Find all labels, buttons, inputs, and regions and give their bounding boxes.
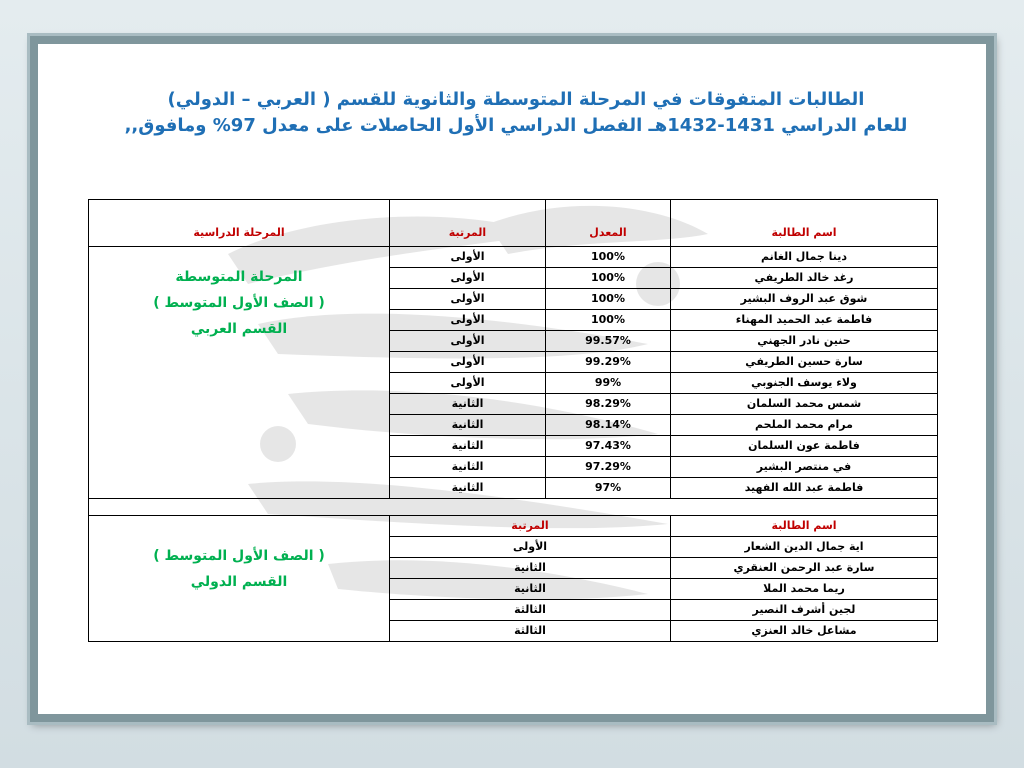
student-average: 98.14% bbox=[546, 415, 671, 436]
student-rank: الأولى bbox=[390, 310, 546, 331]
student-rank: الثانية bbox=[390, 436, 546, 457]
student-rank: الأولى bbox=[390, 289, 546, 310]
student-name: مرام محمد الملحم bbox=[671, 415, 938, 436]
student-average: 99.57% bbox=[546, 331, 671, 352]
student-rank: الثالثة bbox=[390, 621, 671, 642]
student-rank: الأولى bbox=[390, 373, 546, 394]
student-average: 100% bbox=[546, 310, 671, 331]
student-rank: الثالثة bbox=[390, 600, 671, 621]
student-name: ولاء يوسف الجنوبي bbox=[671, 373, 938, 394]
section-spacer bbox=[89, 499, 938, 516]
student-name: فاطمة عبد الحميد المهناء bbox=[671, 310, 938, 331]
student-rank: الثانية bbox=[390, 394, 546, 415]
title-line-2: للعام الدراسي 1431-1432هـ الفصل الدراسي الأول الحاصلات على معدل 97% ومافوق,, bbox=[124, 115, 908, 136]
header-rank: المرتبة bbox=[390, 200, 546, 247]
stage-line: ( الصف الأول المتوسط ) bbox=[153, 547, 325, 564]
student-average: 99.29% bbox=[546, 352, 671, 373]
student-rank: الأولى bbox=[390, 247, 546, 268]
student-name: رغد خالد الطريفي bbox=[671, 268, 938, 289]
student-name: حنين نادر الجهني bbox=[671, 331, 938, 352]
header-stage: المرحلة الدراسية bbox=[89, 200, 390, 247]
student-rank: الثانية bbox=[390, 478, 546, 499]
student-average: 100% bbox=[546, 289, 671, 310]
student-average: 97.43% bbox=[546, 436, 671, 457]
stage-line: القسم الدولي bbox=[190, 573, 288, 590]
stage-line: القسم العربي bbox=[190, 320, 288, 337]
student-rank: الثانية bbox=[390, 579, 671, 600]
header-name: اسم الطالبة bbox=[671, 516, 938, 537]
arabic-header-row bbox=[89, 200, 938, 247]
student-name: فاطمة عبد الله الفهيد bbox=[671, 478, 938, 499]
student-rank: الأولى bbox=[390, 352, 546, 373]
international-header-row bbox=[89, 516, 938, 537]
stage-line: ( الصف الأول المتوسط ) bbox=[153, 294, 325, 311]
student-average: 98.29% bbox=[546, 394, 671, 415]
student-name: شوق عبد الروف البشير bbox=[671, 289, 938, 310]
honor-roll-table bbox=[88, 199, 938, 642]
arabic-stage-cell bbox=[89, 247, 390, 499]
student-average: 100% bbox=[546, 247, 671, 268]
student-name: لجين أشرف النصير bbox=[671, 600, 938, 621]
student-name: اية جمال الدين الشعار bbox=[671, 537, 938, 558]
student-name: شمس محمد السلمان bbox=[671, 394, 938, 415]
title-line-1: الطالبات المتفوقات في المرحلة المتوسطة والثانوية للقسم ( العربي – الدولي) bbox=[167, 89, 865, 110]
student-average: 100% bbox=[546, 268, 671, 289]
student-rank: الأولى bbox=[390, 268, 546, 289]
student-name: في منتصر البشير bbox=[671, 457, 938, 478]
table-row bbox=[89, 247, 938, 268]
student-rank: الأولى bbox=[390, 331, 546, 352]
student-name: ريما محمد الملا bbox=[671, 579, 938, 600]
student-name: مشاعل خالد العنزي bbox=[671, 621, 938, 642]
student-name: سارة حسين الطريفي bbox=[671, 352, 938, 373]
student-rank: الثانية bbox=[390, 457, 546, 478]
stage-line: المرحلة المتوسطة bbox=[175, 268, 303, 285]
header-rank: المرتبة bbox=[390, 516, 671, 537]
section-spacer-row bbox=[89, 499, 938, 516]
student-average: 97% bbox=[546, 478, 671, 499]
page-title bbox=[98, 87, 934, 139]
slide-frame bbox=[30, 36, 994, 722]
student-average: 97.29% bbox=[546, 457, 671, 478]
header-average: المعدل bbox=[546, 200, 671, 247]
student-name: دينا جمال الغانم bbox=[671, 247, 938, 268]
student-rank: الأولى bbox=[390, 537, 671, 558]
student-rank: الثانية bbox=[390, 415, 546, 436]
student-average: 99% bbox=[546, 373, 671, 394]
slide bbox=[38, 44, 986, 714]
student-name: فاطمة عون السلمان bbox=[671, 436, 938, 457]
student-name: سارة عبد الرحمن العنقري bbox=[671, 558, 938, 579]
header-name: اسم الطالبة bbox=[671, 200, 938, 247]
international-stage-cell bbox=[89, 516, 390, 642]
student-rank: الثانية bbox=[390, 558, 671, 579]
